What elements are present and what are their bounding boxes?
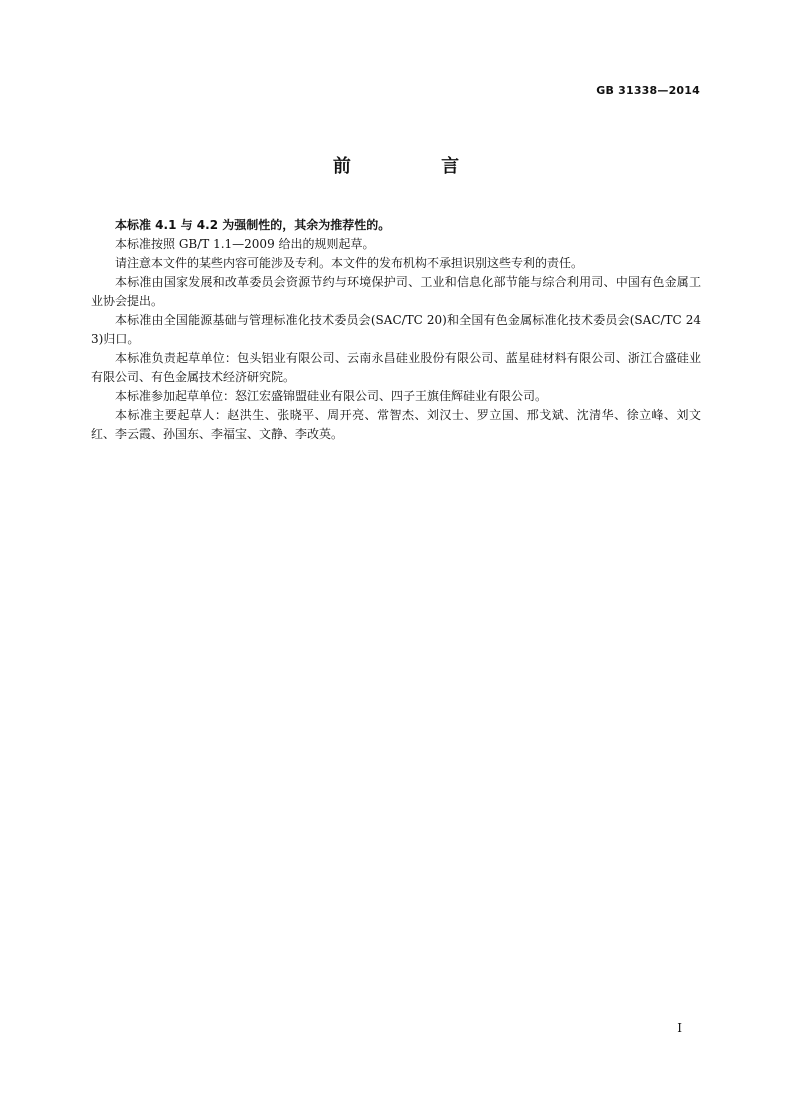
paragraph-main-drafters: 本标准主要起草人：赵洪生、张晓平、周开亮、常智杰、刘汉士、罗立国、邢戈斌、沈清华、徐立峰、刘文红、李云霞、孙国东、李福宝、文静、李改英。 bbox=[91, 408, 701, 441]
preface-body bbox=[91, 216, 701, 444]
standard-code: GB 31338—2014 bbox=[596, 84, 700, 97]
paragraph-participating-organizations: 本标准参加起草单位：怒江宏盛锦盟硅业有限公司、四子王旗佳辉硅业有限公司。 bbox=[115, 389, 548, 403]
paragraph-technical-committee: 本标准由全国能源基础与管理标准化技术委员会(SAC/TC 20)和全国有色金属标准化技术委员会(SAC/TC 243)归口。 bbox=[91, 313, 701, 346]
paragraph-proposed-by: 本标准由国家发展和改革委员会资源节约与环境保护司、工业和信息化部节能与综合利用司、中国有色金属工业协会提出。 bbox=[91, 275, 701, 308]
paragraph-drafting-organizations: 本标准负责起草单位：包头铝业有限公司、云南永昌硅业股份有限公司、蓝星硅材料有限公司、浙江合盛硅业有限公司、有色金属技术经济研究院。 bbox=[91, 351, 701, 384]
page-number: I bbox=[677, 1021, 682, 1035]
paragraph-drafting-rules: 本标准按照 GB/T 1.1—2009 给出的规则起草。 bbox=[115, 237, 375, 251]
paragraph-mandatory-clauses: 本标准 4.1 与 4.2 为强制性的，其余为推荐性的。 bbox=[115, 218, 391, 232]
page-title: 前 言 bbox=[332, 156, 502, 177]
paragraph-patent-notice: 请注意本文件的某些内容可能涉及专利。本文件的发布机构不承担识别这些专利的责任。 bbox=[115, 256, 584, 270]
